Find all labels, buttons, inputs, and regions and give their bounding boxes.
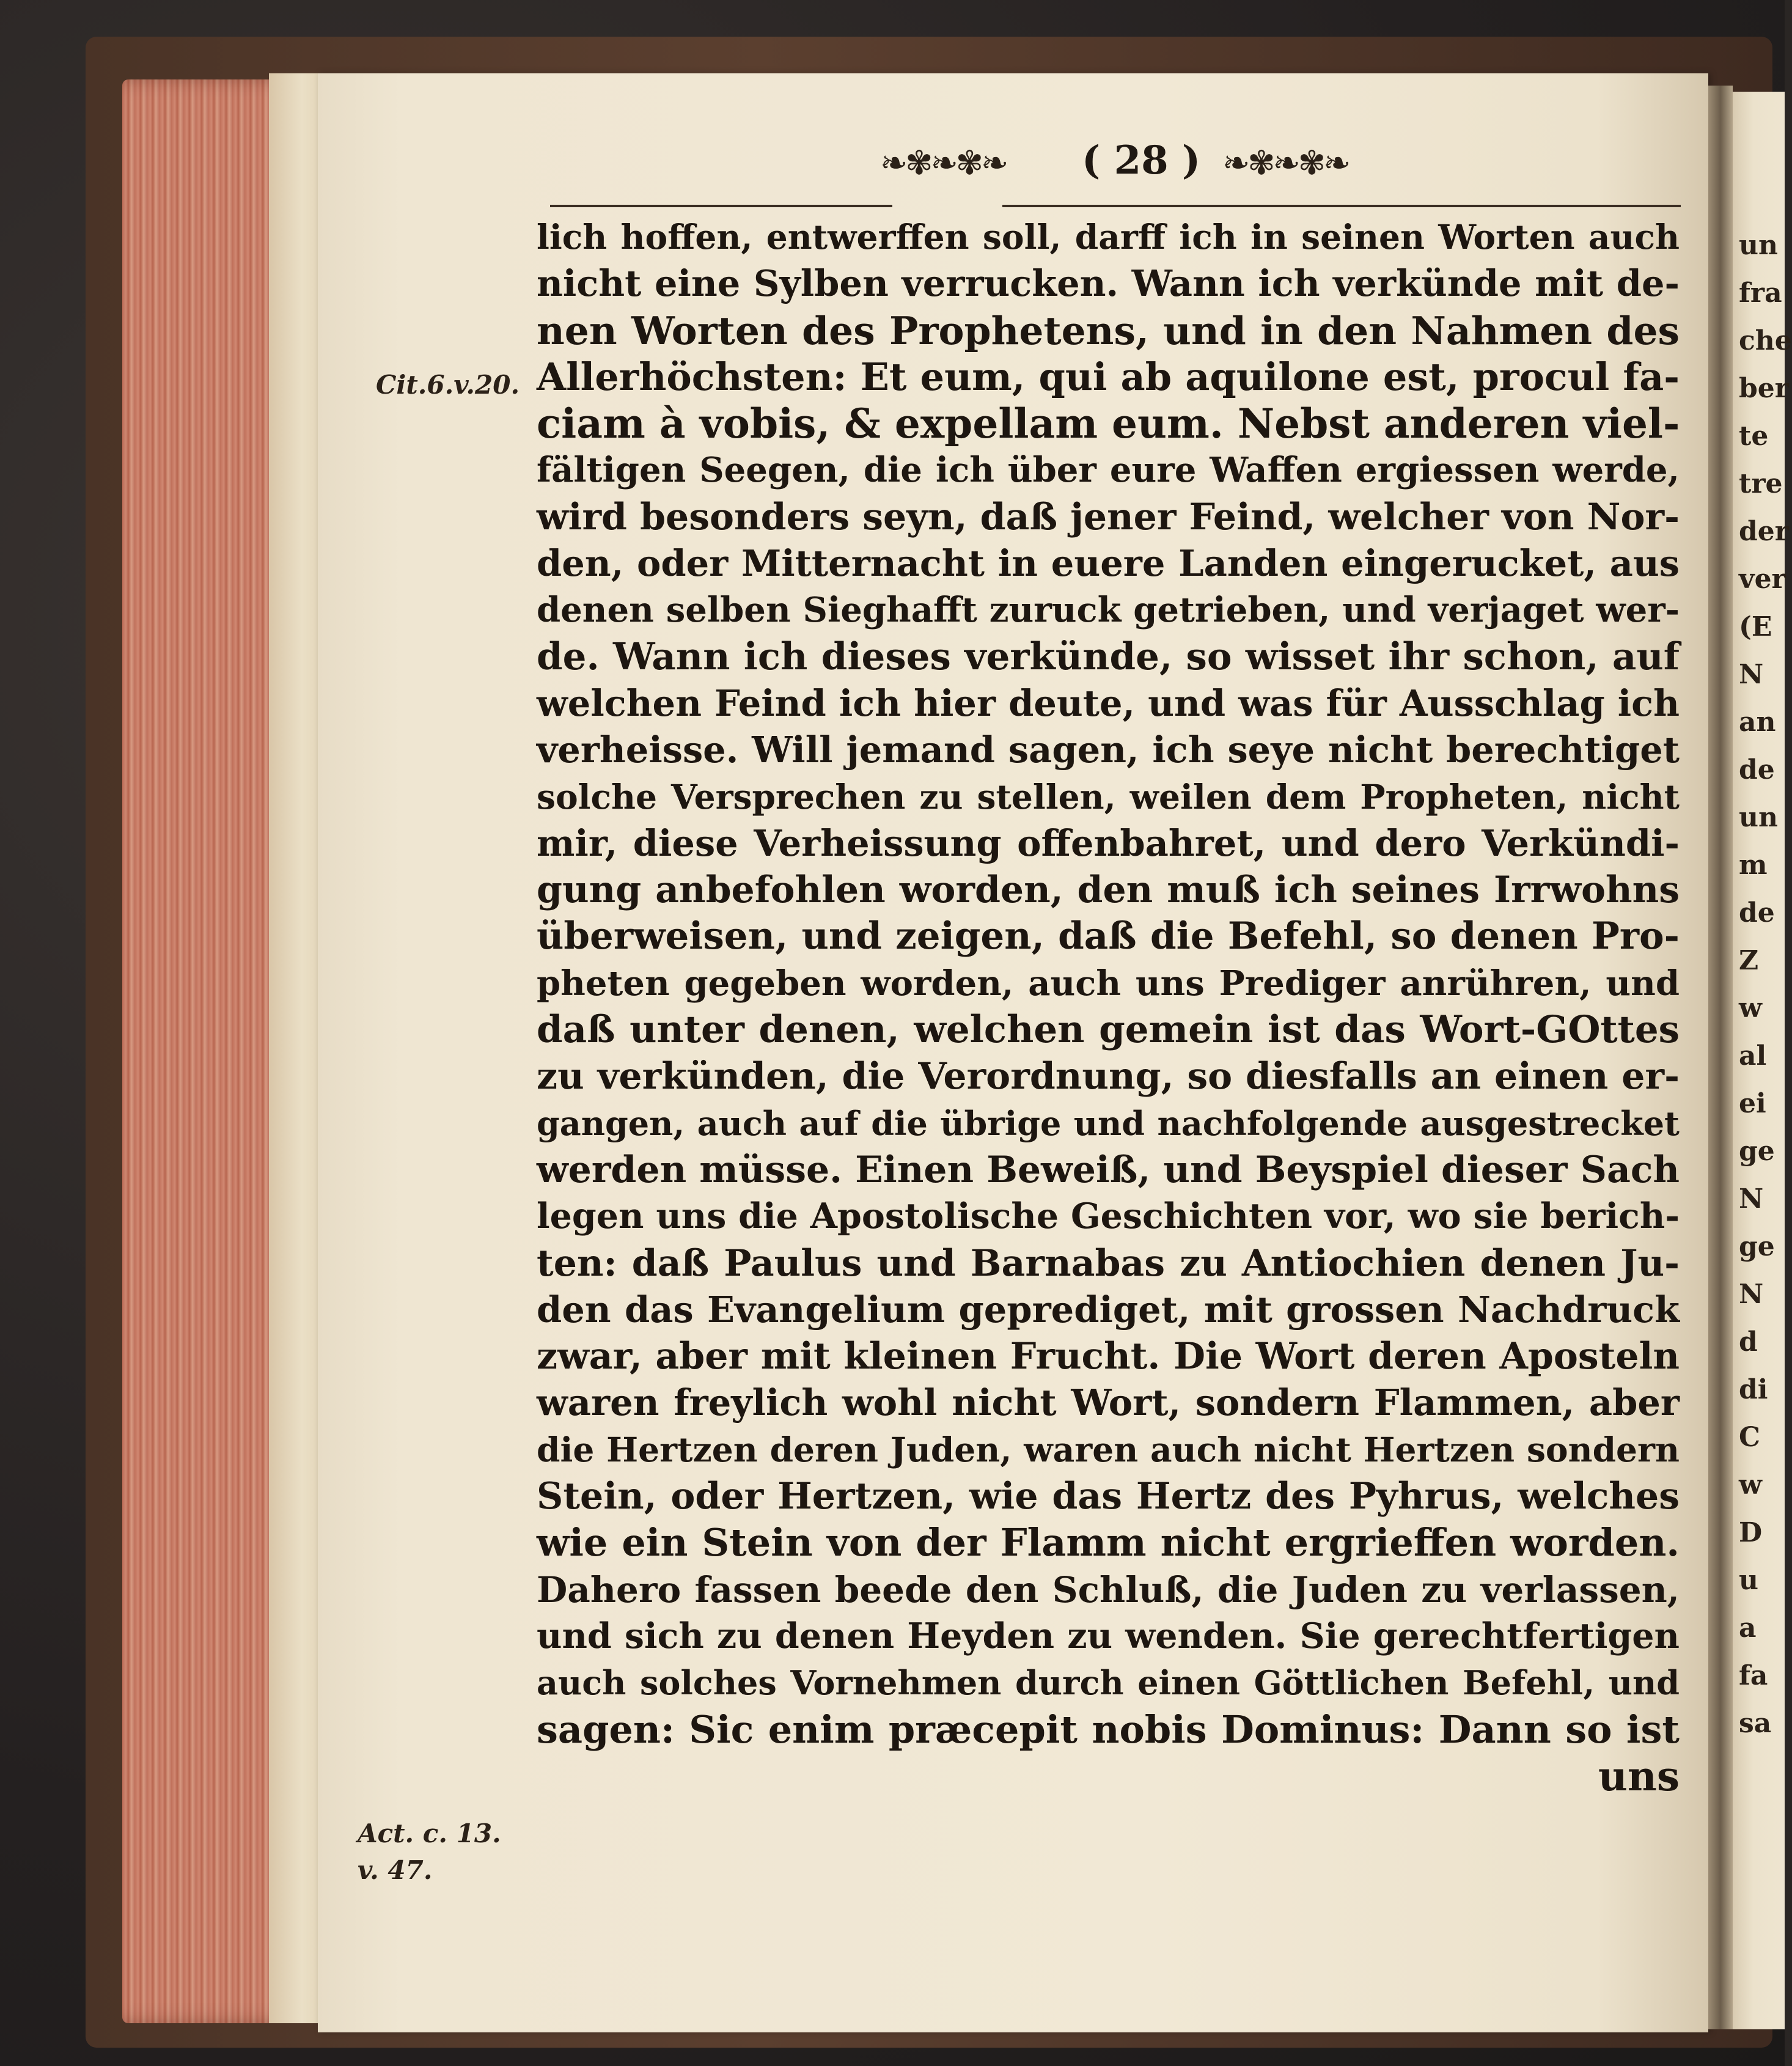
page-header xyxy=(550,125,1711,199)
next-page-fragment: fra xyxy=(1739,278,1782,309)
next-page-fragment: tre xyxy=(1739,468,1783,499)
text-line: gangen, auch auf die übrige und nachfolgende ausgestrecket xyxy=(537,1103,1680,1143)
header-ornament-left: ❧✾❧✾❧ xyxy=(880,144,1007,182)
text-line: Dahero fassen beede den Schluß, die Juden zu verlassen, xyxy=(537,1568,1680,1611)
text-line: zu verkünden, die Verordnung, so diesfalls an einen er- xyxy=(537,1055,1680,1098)
text-line: fältigen Seegen, die ich über eure Waffen ergiessen werde, xyxy=(537,450,1680,491)
next-page-fragment: N xyxy=(1739,1279,1764,1310)
text-line: sagen: Sic enim præcepit nobis Dominus: Dann so ist xyxy=(537,1707,1680,1752)
text-line: den, oder Mitternacht in euere Landen eingerucket, aus xyxy=(537,542,1680,585)
next-page-fragment: C xyxy=(1739,1422,1761,1453)
text-line: legen uns die Apostolische Geschichten vor, wo sie berich- xyxy=(537,1196,1680,1237)
next-page-sliver xyxy=(1733,92,1792,2029)
next-page-fragment: de xyxy=(1739,897,1775,928)
next-page-fragment: u xyxy=(1739,1565,1758,1596)
next-page-fragment: der xyxy=(1739,516,1789,547)
header-rule-right xyxy=(1002,205,1681,207)
text-line: uns xyxy=(1598,1752,1680,1800)
next-page-fragment: al xyxy=(1739,1040,1767,1072)
next-page-fragment: di xyxy=(1739,1374,1768,1405)
next-page-fragment: ge xyxy=(1739,1136,1775,1167)
next-page-fragment: un xyxy=(1739,802,1778,833)
next-page-fragment: Z xyxy=(1739,945,1759,976)
next-page-fragment: ber xyxy=(1739,373,1789,404)
page-number: ( 28 ) xyxy=(1082,138,1201,183)
text-line: ten: daß Paulus und Barnabas zu Antiochien denen Ju- xyxy=(537,1241,1680,1285)
text-line: wie ein Stein von der Flamm nicht ergrieffen worden. xyxy=(537,1520,1680,1565)
next-page-fragment: un xyxy=(1739,230,1778,261)
text-line: überweisen, und zeigen, daß die Befehl, so denen Pro- xyxy=(537,914,1680,958)
text-line: de. Wann ich dieses verkünde, so wisset ihr schon, auf xyxy=(537,634,1680,678)
next-page-fragment: ge xyxy=(1739,1231,1775,1262)
text-line: Stein, oder Hertzen, wie das Hertz des Pyhrus, welches xyxy=(537,1475,1680,1518)
next-page-fragment: w xyxy=(1739,1469,1762,1501)
next-page-fragment: N xyxy=(1739,1183,1764,1215)
next-page-fragment: an xyxy=(1739,707,1776,738)
text-line: nicht eine Sylben verrucken. Wann ich verkünde mit de- xyxy=(537,262,1680,305)
next-page-fragment: w xyxy=(1739,993,1762,1024)
next-page-fragment: m xyxy=(1739,850,1768,881)
next-page-fragment: sa xyxy=(1739,1708,1772,1739)
header-ornament-right: ❧✾❧✾❧ xyxy=(1222,144,1349,182)
text-line: welchen Feind ich hier deute, und was für Ausschlag ich xyxy=(537,682,1680,724)
text-line: gung anbefohlen worden, den muß ich seines Irrwohns xyxy=(537,869,1680,912)
next-page-fragment: che xyxy=(1739,325,1792,356)
text-line: werden müsse. Einen Beweiß, und Beyspiel dieser Sach xyxy=(537,1148,1680,1191)
next-page-fragment: d xyxy=(1739,1326,1758,1358)
header-rule-left xyxy=(550,205,892,207)
text-line: ciam à vobis, & expellam eum. Nebst anderen viel- xyxy=(537,400,1680,448)
margin-note-citation: Cit.6.v.20. xyxy=(376,370,520,400)
next-page-fragment: a xyxy=(1739,1612,1757,1644)
next-page-fragment: N xyxy=(1739,659,1764,690)
text-line: nen Worten des Prophetens, und in den Nahmen des xyxy=(537,307,1680,353)
text-line: mir, diese Verheissung offenbahret, und dero Verkündi- xyxy=(537,822,1680,864)
text-line: auch solches Vornehmen durch einen Göttlichen Befehl, und xyxy=(537,1663,1680,1703)
next-page-fragment: (E xyxy=(1739,611,1772,642)
next-page-fragment: D xyxy=(1739,1517,1763,1548)
text-line: den das Evangelium geprediget, mit grossen Nachdruck xyxy=(537,1288,1680,1331)
book-gutter xyxy=(1708,86,1733,2029)
next-page-fragment: de xyxy=(1739,754,1775,785)
text-line: wird besonders seyn, daß jener Feind, welcher von Nor- xyxy=(537,495,1680,539)
text-line: lich hoffen, entwerffen soll, darff ich in seinen Worten auch xyxy=(537,217,1680,257)
text-line: waren freylich wohl nicht Wort, sondern Flammen, aber xyxy=(537,1381,1680,1424)
text-line: und sich zu denen Heyden zu wenden. Sie gerechtfertigen xyxy=(537,1615,1680,1656)
text-line: solche Versprechen zu stellen, weilen dem Propheten, nicht xyxy=(537,776,1680,817)
text-line: die Hertzen deren Juden, waren auch nicht Hertzen sondern xyxy=(537,1429,1680,1469)
text-line: denen selben Sieghafft zuruck getrieben, und verjaget wer- xyxy=(537,590,1680,631)
text-line: Allerhöchsten: Et eum, qui ab aquilone est, procul fa- xyxy=(537,354,1680,399)
next-page-fragment: te xyxy=(1739,421,1769,452)
next-page-fragment: ver xyxy=(1739,564,1786,595)
margin-note-acts-line1: Act. c. 13. xyxy=(358,1818,501,1848)
margin-note-acts-line2: v. 47. xyxy=(358,1855,433,1885)
text-line: verheisse. Will jemand sagen, ich seye nicht berechtiget xyxy=(537,729,1680,771)
next-page-fragment: fa xyxy=(1739,1660,1768,1691)
text-line: daß unter denen, welchen gemein ist das Wort-GOttes xyxy=(537,1008,1680,1052)
body-text xyxy=(537,214,1680,1799)
text-line: pheten gegeben worden, auch uns Prediger anrühren, und xyxy=(537,963,1680,1004)
next-page-fragment: ei xyxy=(1739,1088,1766,1119)
text-line: zwar, aber mit kleinen Frucht. Die Wort deren Aposteln xyxy=(537,1335,1680,1378)
page-edge-highlight xyxy=(269,73,324,2023)
